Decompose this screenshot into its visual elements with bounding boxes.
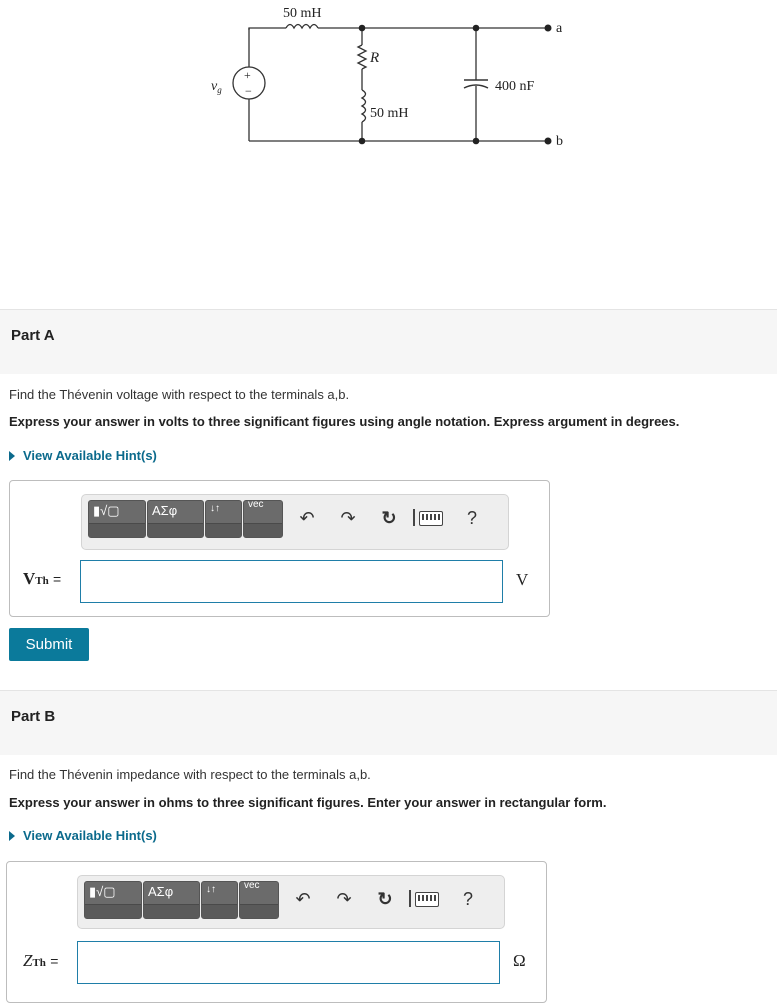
submit-button[interactable]: Submit <box>9 628 89 661</box>
inductor-top-label: 50 mH <box>283 6 322 21</box>
part-b-math-toolbar <box>77 875 505 929</box>
part-a-title: Part A <box>11 327 55 344</box>
part-a-unit: V <box>516 570 529 589</box>
part-b-answer-input[interactable] <box>77 941 500 984</box>
part-a-hint-label: View Available Hint(s) <box>23 448 157 463</box>
part-a-hint-link[interactable] <box>9 448 157 463</box>
part-b-question: Find the Thévenin impedance with respect to the terminals a,b. <box>9 767 371 782</box>
capacitor-label: 400 nF <box>495 79 535 94</box>
inductor-mid-symbol <box>362 90 366 122</box>
greek-letters-button[interactable]: ΑΣφ <box>147 500 204 538</box>
templates-button[interactable]: ▮√▢ <box>84 881 142 919</box>
vector-button[interactable]: vec <box>239 881 279 919</box>
terminal-b-dot <box>545 138 552 145</box>
arrows-button[interactable]: ↓↑ <box>205 500 242 538</box>
inductor-mid-label: 50 mH <box>370 106 409 121</box>
source-label: $v_g$ <box>211 79 222 95</box>
redo-icon[interactable]: ↷ <box>336 889 352 909</box>
expand-triangle-icon <box>9 451 15 461</box>
part-a-variable-label: VTh = <box>23 569 62 588</box>
undo-icon[interactable]: ↶ <box>295 889 311 909</box>
redo-icon[interactable]: ↷ <box>340 508 356 528</box>
part-a-instruction: Express your answer in volts to three significant figures using angle notation. Express argument in degrees. <box>9 414 680 429</box>
node-bottom-mid <box>359 138 366 145</box>
part-b-title: Part B <box>11 708 56 725</box>
part-b-header <box>0 690 777 755</box>
part-b-instruction: Express your answer in ohms to three significant figures. Enter your answer in rectangular form. <box>9 795 607 810</box>
reset-icon[interactable]: ↻ <box>377 889 393 909</box>
source-plus: + <box>244 68 251 82</box>
vector-button[interactable]: vec <box>243 500 283 538</box>
keyboard-icon[interactable] <box>419 511 443 526</box>
node-bottom-right <box>473 138 480 145</box>
node-top-right <box>473 25 480 32</box>
terminal-b-label: b <box>556 134 563 149</box>
templates-button[interactable]: ▮√▢ <box>88 500 146 538</box>
keyboard-icon[interactable] <box>415 892 439 907</box>
help-icon[interactable]: ? <box>462 889 473 909</box>
part-b-variable-label: ZTh = <box>23 951 59 970</box>
part-a-answer-input[interactable] <box>80 560 503 603</box>
terminal-a-label: a <box>556 21 563 36</box>
wire-top-left <box>249 28 286 30</box>
arrows-button[interactable]: ↓↑ <box>201 881 238 919</box>
keyboard-separator <box>413 509 415 526</box>
part-b-hint-link[interactable] <box>9 828 157 843</box>
greek-letters-button[interactable]: ΑΣφ <box>143 881 200 919</box>
undo-icon[interactable]: ↶ <box>299 508 315 528</box>
circuit-diagram <box>0 0 777 160</box>
help-icon[interactable]: ? <box>466 508 477 528</box>
inductor-top-symbol <box>286 25 318 29</box>
part-a-math-toolbar <box>81 494 509 550</box>
node-top-mid <box>359 25 366 32</box>
keyboard-separator <box>409 890 411 907</box>
resistor-label: R <box>370 50 380 66</box>
part-b-answer-panel <box>6 861 547 1003</box>
terminal-a-dot <box>545 25 552 32</box>
expand-triangle-icon <box>9 831 15 841</box>
part-a-answer-panel <box>9 480 550 617</box>
part-b-hint-label: View Available Hint(s) <box>23 828 157 843</box>
source-minus: − <box>245 84 252 98</box>
reset-icon[interactable]: ↻ <box>381 508 397 528</box>
part-a-header <box>0 309 777 374</box>
part-a-question: Find the Thévenin voltage with respect to the terminals a,b. <box>9 387 350 402</box>
part-b-unit: Ω <box>513 951 526 970</box>
resistor-symbol <box>358 45 366 69</box>
